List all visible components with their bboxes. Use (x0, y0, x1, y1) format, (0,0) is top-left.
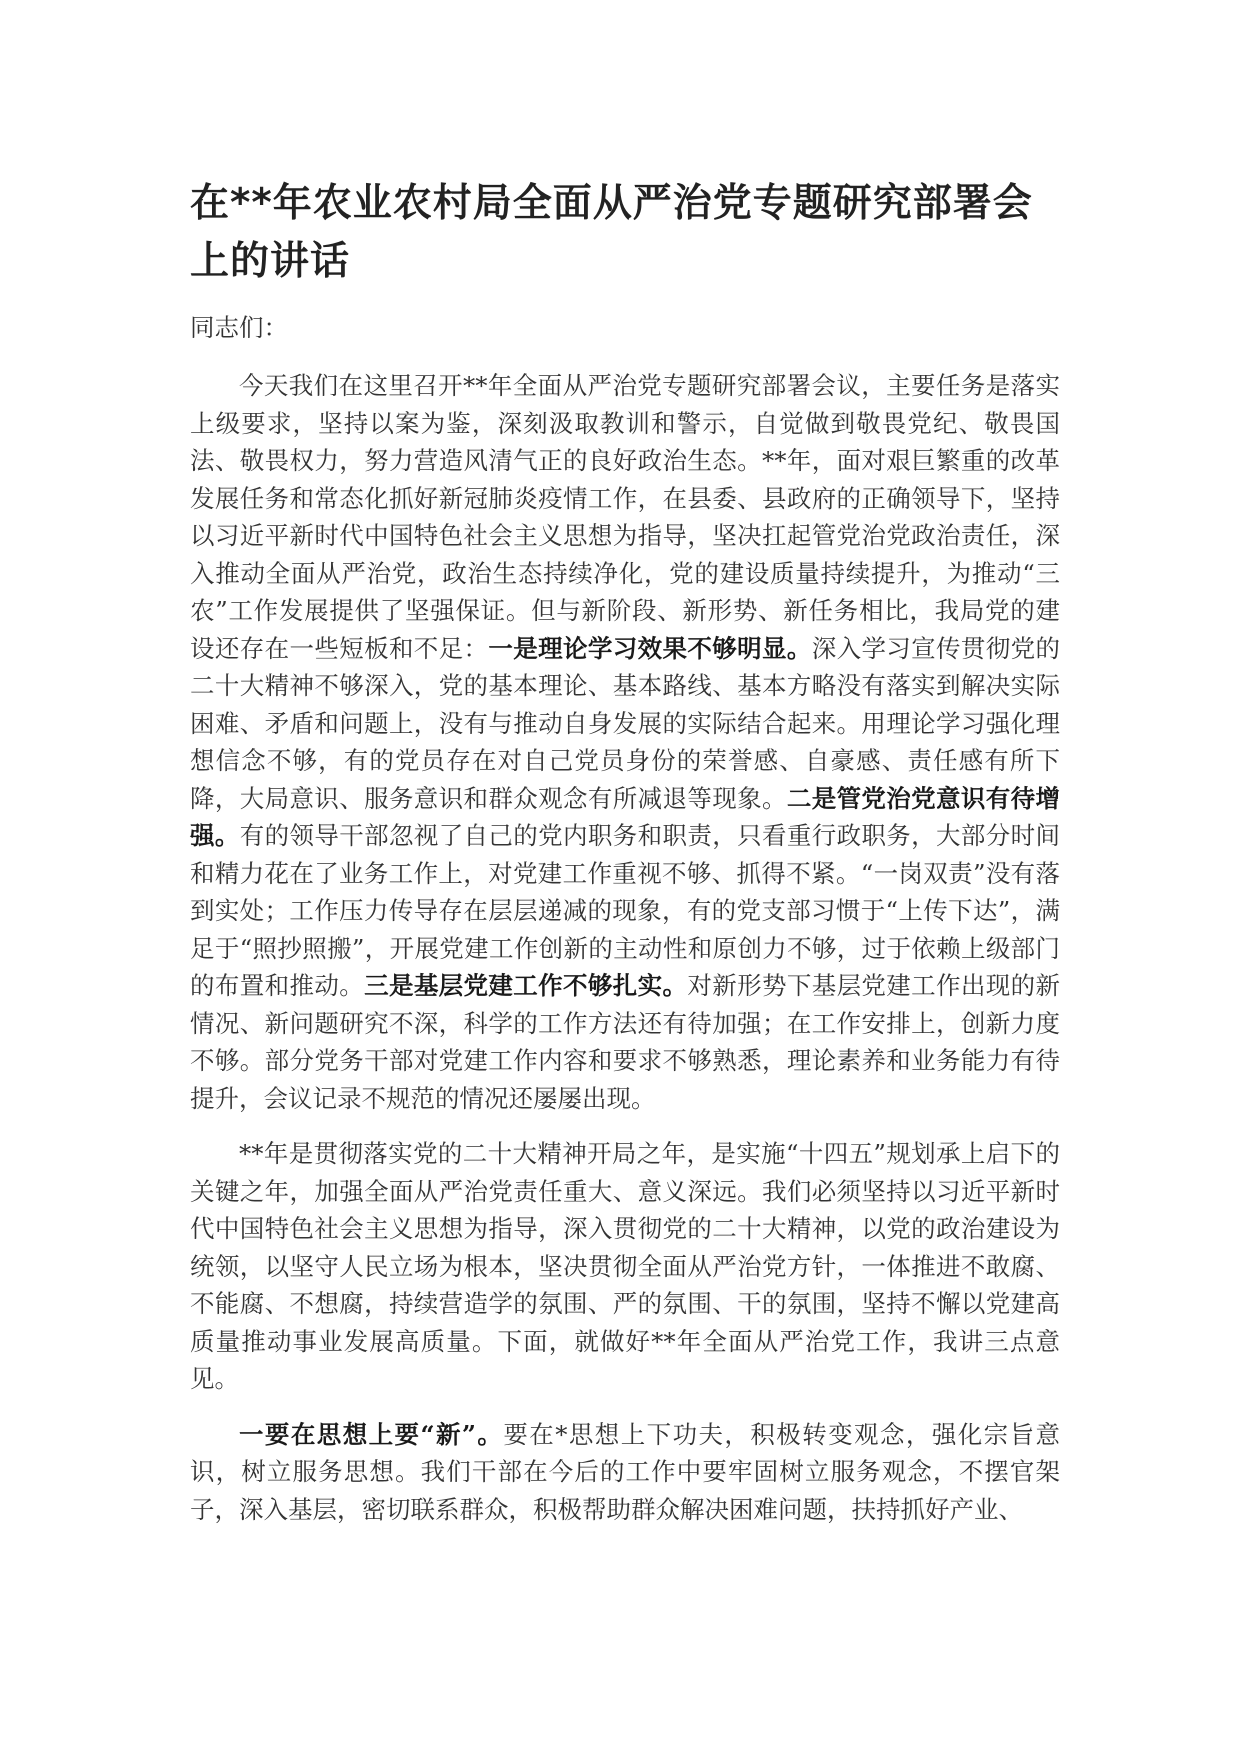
paragraph-opinion-one (190, 1416, 1060, 1529)
point-one-heading: 一是理论学习效果不够明显。 (488, 633, 812, 663)
opinion-one-heading: 一要在思想上要“新”。 (239, 1419, 504, 1449)
opinion-one-text: 要在*思想上下功夫，积极转变观念，强化宗旨意识，树立服务思想。我们干部在今后的工作中要牢固树立服务观念，不摆官架子，深入基层，密切联系群众，积极帮助群众解决困难问题，扶持抓好产业、 (190, 1419, 1061, 1524)
document-title: 在**年农业农村局全面从严治党专题研究部署会上的讲话 (190, 181, 1033, 284)
point-two-heading: 二是管党治党意识有待增强。 (190, 783, 1061, 850)
paragraph-outlook: **年是贯彻落实党的二十大精神开局之年，是实施“十四五”规划承上启下的关键之年，加强全面从严治党责任重大、意义深远。我们必须坚持以习近平新时代中国特色社会主义思想为指导，深入贯彻党的二十大精神，以党的政治建设为统领，以坚守人民立场为根本，坚决贯彻全面从严治党方针，一体推进不敢腐、不能腐、不想腐，持续营造学的氛围、严的氛围、干的氛围，坚持不懈以党建高质量推动事业发展高质量。下面，就做好**年全面从严治党工作，我讲三点意见。 (190, 1139, 1060, 1393)
document-page (190, 175, 1060, 1546)
point-three-heading: 三是基层党建工作不够扎实。 (364, 971, 688, 1000)
point-two-text: 有的领导干部忽视了自己的党内职务和职责，只看重行政职务，大部分时间和精力花在了业务工作上，对党建工作重视不够、抓得不紧。“一岗双责”没有落到实处；工作压力传导存在层层递减的现象，有的党支部习惯于“上传下达”，满足于“照抄照搬”，开展党建工作创新的主动性和原创力不够，过于依赖上级部门的布置和推动。 (190, 821, 1061, 1000)
paragraph-situation-review (190, 367, 1060, 1117)
point-three-text: 对新形势下基层党建工作出现的新情况、新问题研究不深，科学的工作方法还有待加强；在工作安排上，创新力度不够。部分党务干部对党建工作内容和要求不够熟悉，理论素养和业务能力有待提升，会议记录不规范的情况还屡屡出现。 (190, 971, 1061, 1113)
salutation: 同志们： (190, 313, 288, 342)
paragraph-lead-text: 今天我们在这里召开**年全面从严治党专题研究部署会议，主要任务是落实上级要求，坚持以案为鉴，深刻汲取教训和警示，自觉做到敬畏党纪、敬畏国法、敬畏权力，努力营造风清气正的良好政治生态。**年，面对艰巨繁重的改革发展任务和常态化抓好新冠肺炎疫情工作，在县委、县政府的正确领导下，坚持以习近平新时代中国特色社会主义思想为指导，坚决扛起管党治党政治责任，深入推动全面从严治党，政治生态持续净化，党的建设质量持续提升，为推动“三农”工作发展提供了坚强保证。但与新阶段、新形势、新任务相比，我局党的建设还存在一些短板和不足： (190, 371, 1060, 663)
point-one-text: 深入学习宣传贯彻党的二十大精神不够深入，党的基本理论、基本路线、基本方略没有落实到解决实际困难、矛盾和问题上，没有与推动自身发展的实际结合起来。用理论学习强化理想信念不够，有的党员存在对自己党员身份的荣誉感、自豪感、责任感有所下降，大局意识、服务意识和群众观念有所减退等现象。 (190, 633, 1061, 813)
